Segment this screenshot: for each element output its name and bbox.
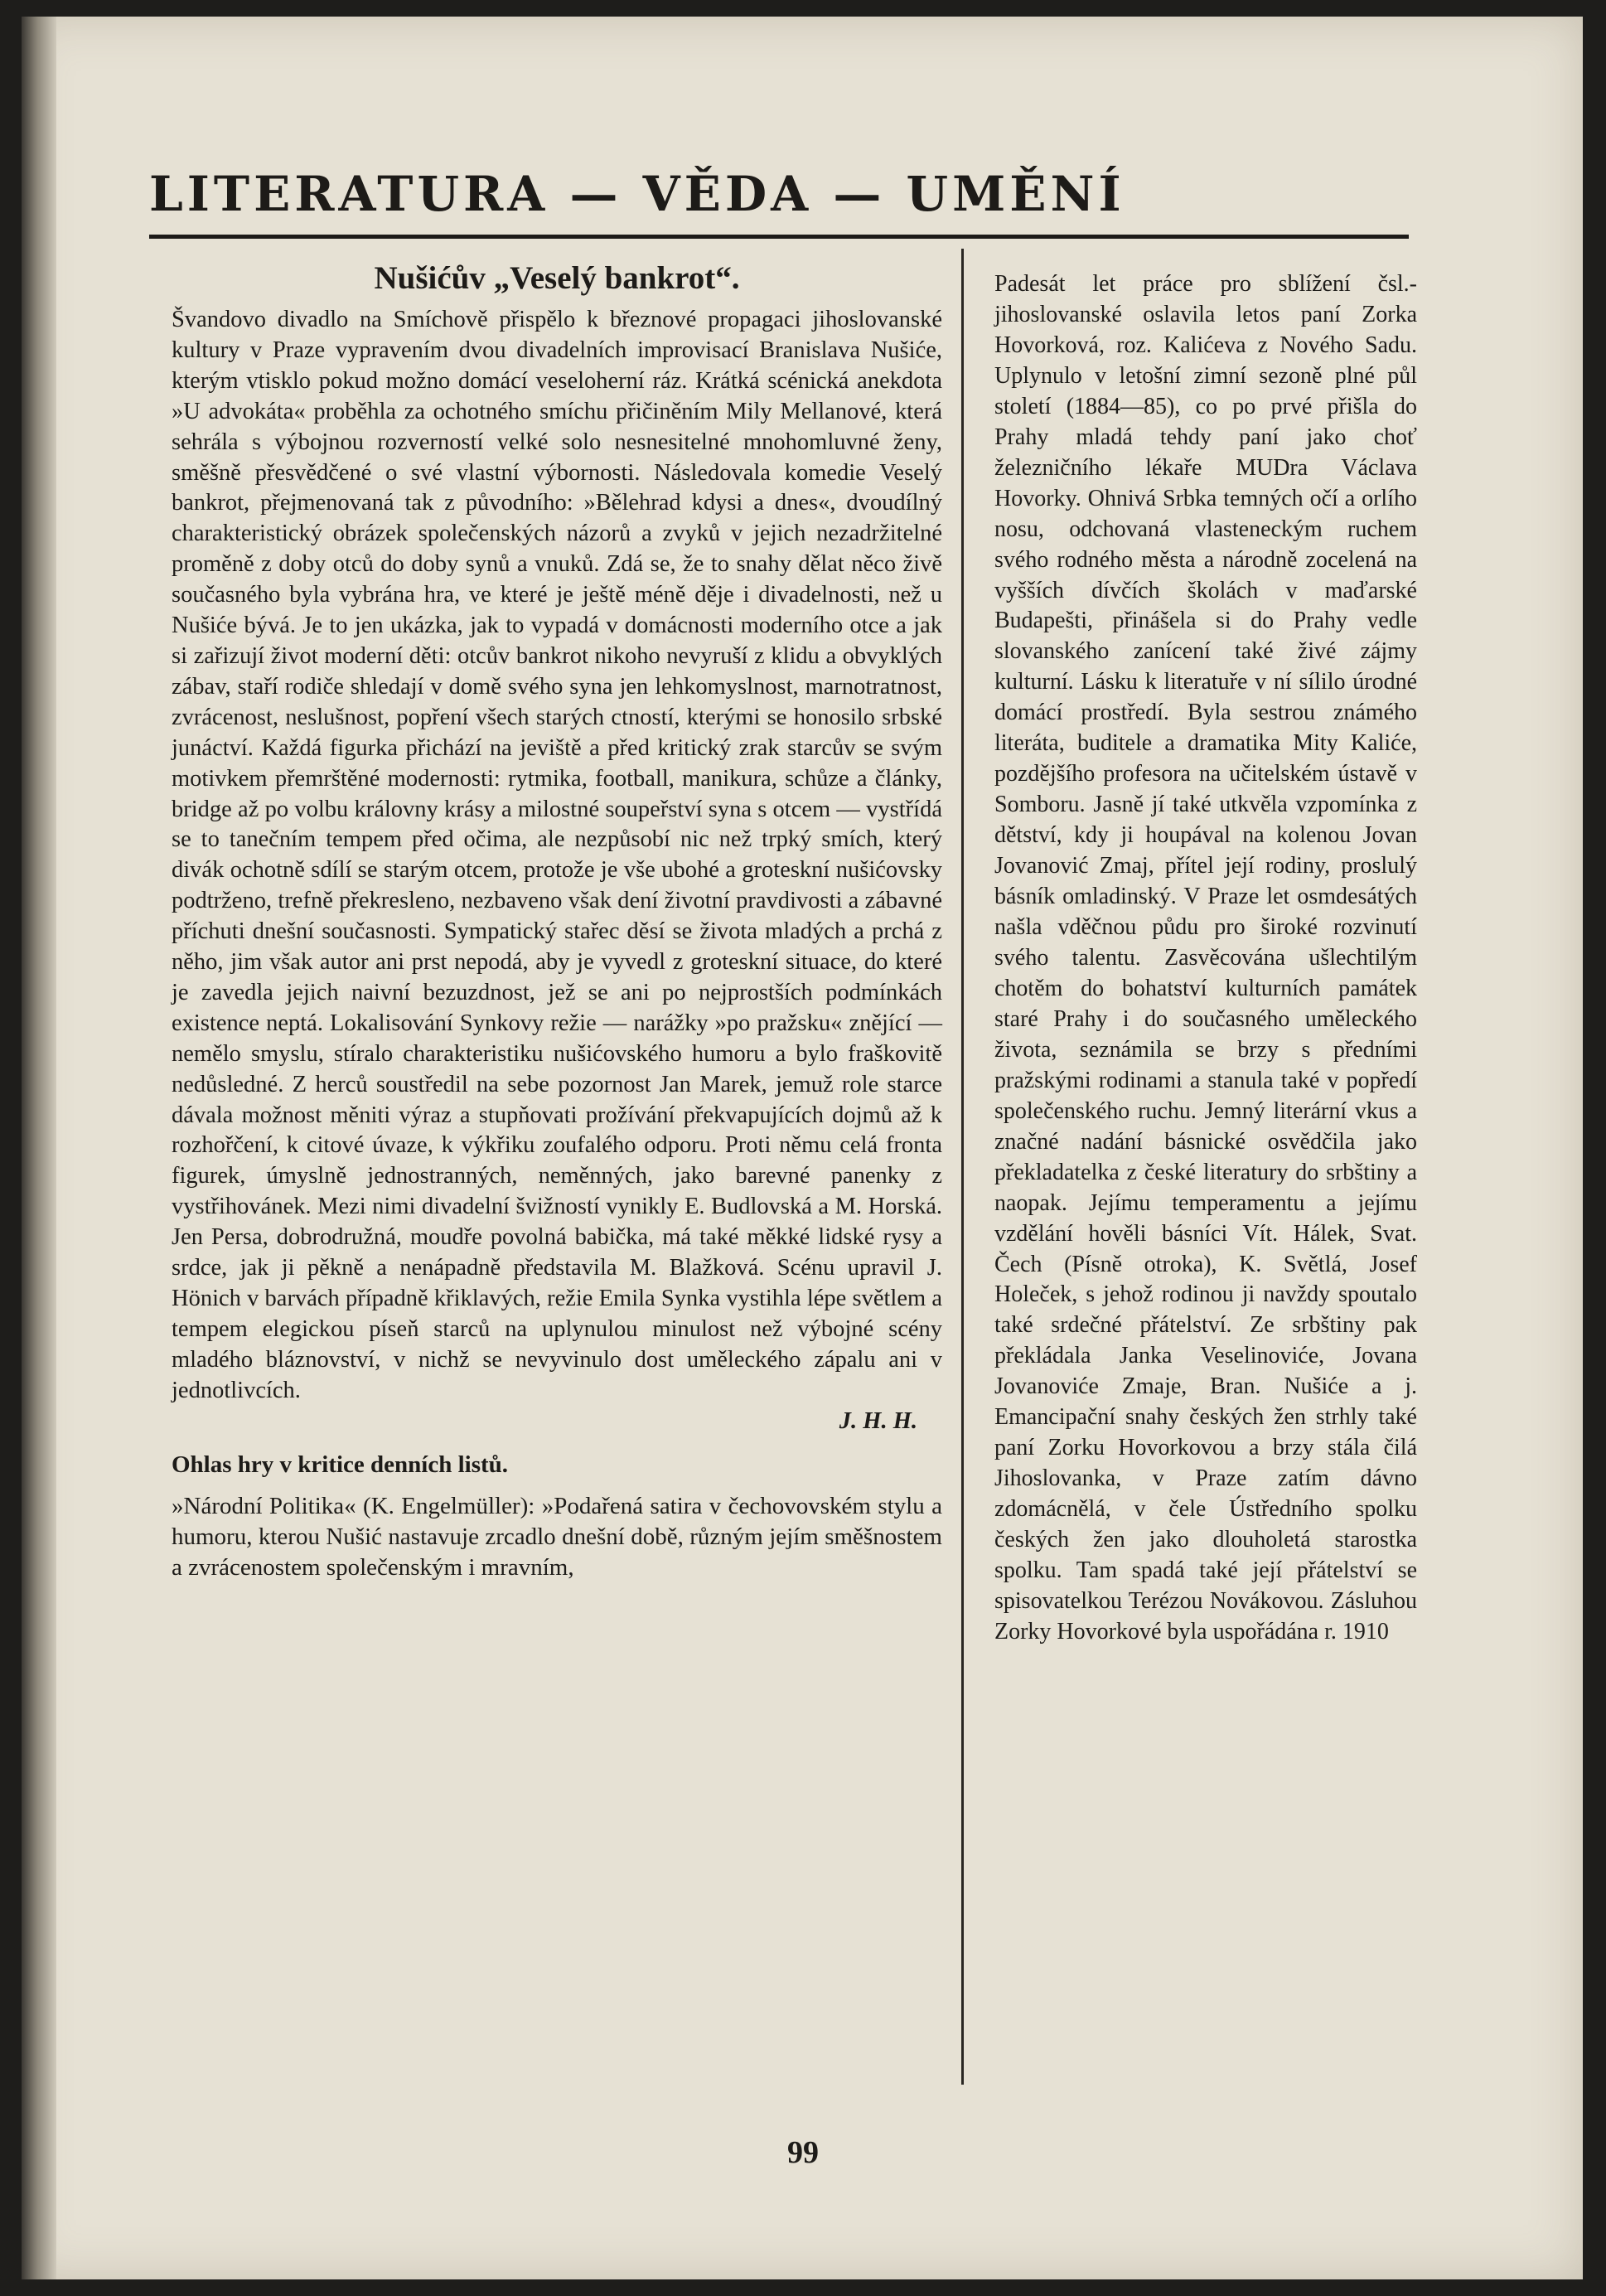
article-body: Švandovo divadlo na Smíchově přispělo k březnové propagaci jihoslovanské kultury v Praze vypravením dvou divadelních improvisací Branislava Nušiće, kterým vtisklo pokud možno domácí veseloherní ráz. Krátká scénická anekdota »U advokáta« proběhla za ochotného smíchu přičiněním Mily Mellanové, která sehrála s výbojnou rozverností velké solo nesnesitelné mnohomluvné ženy, směšně přesvědčené o své vlastní výbornosti. Následovala komedie Veselý bankrot, přejmenovaná tak z původního: »Bělehrad kdysi a dnes«, dvoudílný charakteristický obrázek společenských názorů a zvyků v jejich nezadržitelné proměně z doby otců do doby synů a vnuků. Zdá se, že to snahy dělat něco živě současného byla vybrána hra, ve které je ještě méně děje i divadelnosti, než u Nušiće bývá. Je to jen ukázka, jak to vypadá v domácnosti moderního otce a jak si zařizují život moderní děti: otcův bankrot nikoho nevyruší z klidu a obvyklých zábav, staří rodiče shledají v domě svého syna jen lehkomyslnost, marnotratnost, zvrácenost, neslušnost, popření všech starých ctností, kterými se honosilo srbské junáctví. Každá figurka přichází na jeviště a před kritický zrak starcův se svým motivkem přemrštěné modernosti: rytmika, football, manikura, schůze a články, bridge až po volbu královny krásy a milostné soupeřství syna s otcem — vystřídá se to tanečním tempem před očima, ale nezpůsobí nic než trpký smích, který divák ochotně sdílí se starým otcem, protože je vše ubohé a groteskní nušićovsky podtrženo, trefně překresleno, nezbaveno však dení životní pravdivosti a zábavné příchuti dnešní současnosti. Sympatický stařec děsí se života mladých a prchá z něho, jim však autor ani prst nepodá, aby je vyvedl z groteskní situace, do které je zavedla jejich naivní bezuzdnost, jež se ani po nejprostších podmínkách existence neptá. Lokalisování Synkovy režie — narážky »po pražsku« znějící — nemělo smyslu, stíralo charakteristiku nušićovského humoru a bylo fraškovitě nedůsledné. Z herců soustředil na sebe pozornost Jan Marek, jemuž role starce dávala možnost měniti výraz a stupňovati prožívání překvapujících dojmů až k rozhořčení, k citové úvaze, k výkřiku zoufalého odporu. Proti němu celá fronta figurek, úmyslně jednostranných, neměnných, jako barevné panenky z vystřihovánek. Mezi nimi divadelní švižností vynikly E. Budlovská a M. Horská. Jen Persa, dobrodružná, moudře povolná babička, má také měkké lidské rysy a srdce, jak ji pěkně a nenápadně představila M. Blažková. Scénu upravil J. Hönich v barvách případně křiklavých, režie Emila Synka vystihla lépe světlem a tempem elegickou píseň starců na uplynulou minulost než výbojné scény mladého bláznovství, v nichž se nevyvinulo dost uměleckého zápalu ani v jednotlivcích. <box>172 307 942 1403</box>
right-column <box>994 269 1417 1648</box>
left-column <box>172 259 942 1583</box>
book-binding-edge <box>22 17 56 2279</box>
tribute-text: Padesát let práce pro sblížení čsl.-jihoslovanské oslavila letos paní Zorka Hovorková, roz. Kalićeva z Nového Sadu. Uplynulo v letošní zimní sezoně plné půl století (1884—85), co po prvé přišla do Prahy mladá tehdy paní jako choť železničního lékaře MUDra Václava Hovorky. Ohnivá Srbka temných očí a orlího nosu, odchovaná vlasteneckým ruchem svého rodného města a národně zocelená na vyšších dívčích školách v maďarské Budapešti, přinášela si do Prahy vedle slovanského zanícení také živé zájmy kulturní. Lásku k literatuře v ní sílilo úrodné domácí prostředí. Byla sestrou známého literáta, buditele a dramatika Mity Kaliće, pozdějšího profesora na učitelském ústavě v Somboru. Jasně jí také utkvěla vzpomínka z dětství, kdy ji houpával na kolenou Jovan Jovanović Zmaj, přítel její rodiny, proslulý básník omladinský. V Praze let osmdesátých našla vděčnou půdu pro široké rozvinutí svého talentu. Zasvěcována ušlechtilým chotěm do bohatství kulturních památek staré Prahy i do současného uměleckého života, seznámila se brzy s předními pražskými rodinami a stanula také v popředí společenského ruchu. Jemný literární vkus a značné nadání básnické osvědčila jako překladatelka z české literatury do srbštiny a naopak. Jejímu temperamentu a jejímu vzdělání hověli básníci Vít. Hálek, Svat. Čech (Písně otroka), K. Světlá, Josef Holeček, s jehož rodinou ji navždy spoutalo také srdečné přátelství. Ze srbštiny pak překládala Janka Veselinoviće, Jovana Jovanoviće Zmaje, Bran. Nušiće a j. Emancipační snahy českých žen strhly také paní Zorku Hovorkovou a brzy stála čilá Jihoslovanka, v Praze zatím dávno zdomácnělá, v čele Ústředního spolku českých žen jako dlouholetá starostka spolku. Tam spadá také její přátelství se spisovatelkou Terézou Novákovou. Zásluhou Zorky Hovorkové byla uspořádána r. 1910 <box>994 271 1417 1644</box>
headline-rule <box>149 235 1409 239</box>
section-headline: LITERATURA — VĚDA — UMĚNÍ <box>149 166 1125 222</box>
article-title: Nušićův „Veselý bankrot“. <box>374 260 740 296</box>
column-divider <box>961 249 964 2085</box>
review-text: »Národní Politika« (K. Engelmüller): »Podařená satira v čechovovském stylu a humoru, kterou Nušić nastavuje zrcadlo dnešní době, různým jejím směšnostem a zvrácenostem společenským i mravním, <box>172 1492 942 1581</box>
page-number: 99 <box>787 2135 819 2170</box>
author-signature: J. H. H. <box>839 1407 917 1434</box>
reviews-heading: Ohlas hry v kritice denních listů. <box>172 1451 509 1478</box>
